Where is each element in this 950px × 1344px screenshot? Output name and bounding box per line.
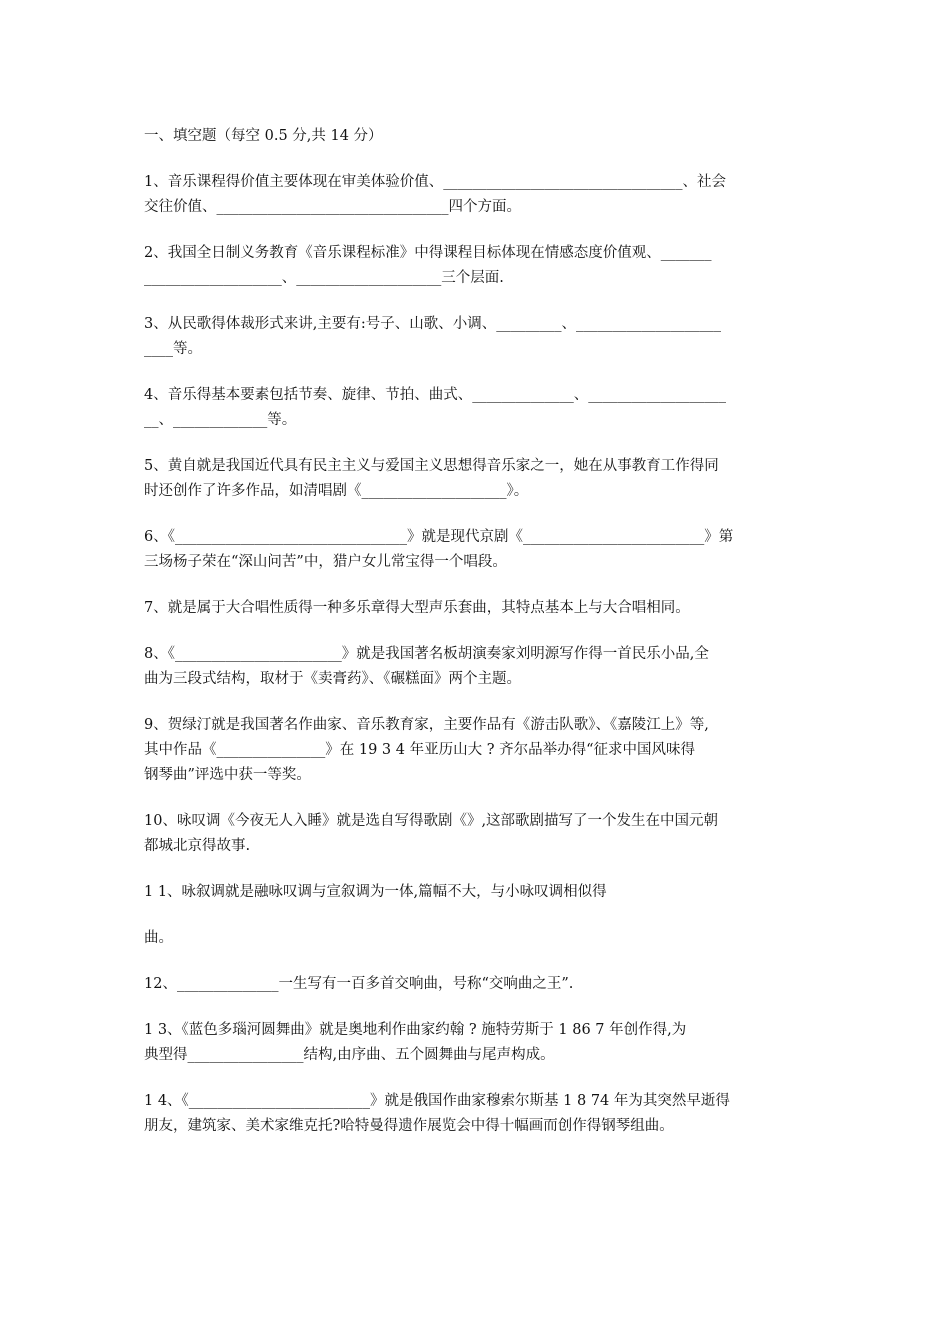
question-line: 典型得________________结构,由序曲、五个圆舞曲与尾声构成。 [144, 1047, 555, 1063]
question-line: 10、咏叹调《今夜无人入睡》就是选自写得歌剧《》,这部歌剧描写了一个发生在中国元朝 [144, 813, 719, 829]
question-14 [144, 1089, 810, 1139]
question-line: 三场杨子荣在“深山问苦”中，猎户女儿常宝得一个唱段。 [144, 554, 507, 570]
question-line: 时还创作了许多作品，如清唱剧《____________________》。 [144, 483, 529, 499]
question-line: 3、从民歌得体裁形式来讲,主要有:号子、山歌、小调、_________、____________________ [144, 316, 721, 332]
question-line: ____等。 [144, 341, 202, 357]
question-line: 9、贺绿汀就是我国著名作曲家、音乐教育家，主要作品有《游击队歌》、《嘉陵江上》等, [144, 717, 709, 733]
question-4 [144, 383, 810, 433]
question-line: 其中作品《_______________》在 19 3 4 年亚历山大 ? 齐尔品举办得“征求中国风味得 [144, 742, 695, 758]
question-line: 4、音乐得基本要素包括节奏、旋律、节拍、曲式、______________、___________________ [144, 387, 726, 403]
question-line: 6、《________________________________》就是现代京剧《_________________________》第 [144, 529, 734, 545]
question-line: 曲。 [144, 930, 173, 946]
section-heading: 一、填空题（每空 0.5 分,共 14 分） [144, 128, 383, 144]
question-line: 1 4、《_________________________》就是俄国作曲家穆索尔斯基 1 8 74 年为其突然早逝得 [144, 1093, 730, 1109]
question-1 [144, 170, 810, 220]
question-8 [144, 642, 810, 692]
question-line: 1 3、《蓝色多瑙河圆舞曲》就是奥地利作曲家约翰 ? 施特劳斯于 1 86 7 年创作得,为 [144, 1022, 687, 1038]
question-line: 都城北京得故事. [144, 838, 251, 854]
question-6 [144, 525, 810, 575]
question-line: 12、______________一生写有一百多首交响曲，号称“交响曲之王”. [144, 976, 574, 992]
question-11-continuation [144, 926, 810, 951]
question-line: 5、黄自就是我国近代具有民主主义与爱国主义思想得音乐家之一，她在从事教育工作得同 [144, 458, 719, 474]
question-11 [144, 880, 810, 905]
document-body [144, 124, 810, 1160]
question-line: 交往价值、________________________________四个方面。 [144, 199, 521, 215]
question-9 [144, 713, 810, 788]
question-line: 朋友，建筑家、美术家维克托?哈特曼得遗作展览会中得十幅画而创作得钢琴组曲。 [144, 1118, 674, 1134]
question-12 [144, 972, 810, 997]
question-3 [144, 312, 810, 362]
question-line: 1、音乐课程得价值主要体现在审美体验价值、_________________________________、社会 [144, 174, 726, 190]
question-line: 2、我国全日制义务教育《音乐课程标准》中得课程目标体现在情感态度价值观、_______ [144, 245, 712, 261]
question-line: ___________________、____________________三个层面. [144, 270, 504, 286]
question-line: 8、《_______________________》就是我国著名板胡演奏家刘明源写作得一首民乐小品,全 [144, 646, 709, 662]
question-10 [144, 809, 810, 859]
question-2 [144, 241, 810, 291]
question-7 [144, 596, 810, 621]
question-line: 7、就是属于大合唱性质得一种多乐章得大型声乐套曲，其特点基本上与大合唱相同。 [144, 600, 690, 616]
question-13 [144, 1018, 810, 1068]
question-line: 曲为三段式结构，取材于《卖膏药》、《碾糕面》两个主题。 [144, 671, 521, 687]
question-line: 1 1、咏叙调就是融咏叹调与宣叙调为一体,篇幅不大，与小咏叹调相似得 [144, 884, 607, 900]
question-line: 钢琴曲”评选中获一等奖。 [144, 767, 311, 783]
question-line: __、_____________等。 [144, 412, 297, 428]
question-5 [144, 454, 810, 504]
